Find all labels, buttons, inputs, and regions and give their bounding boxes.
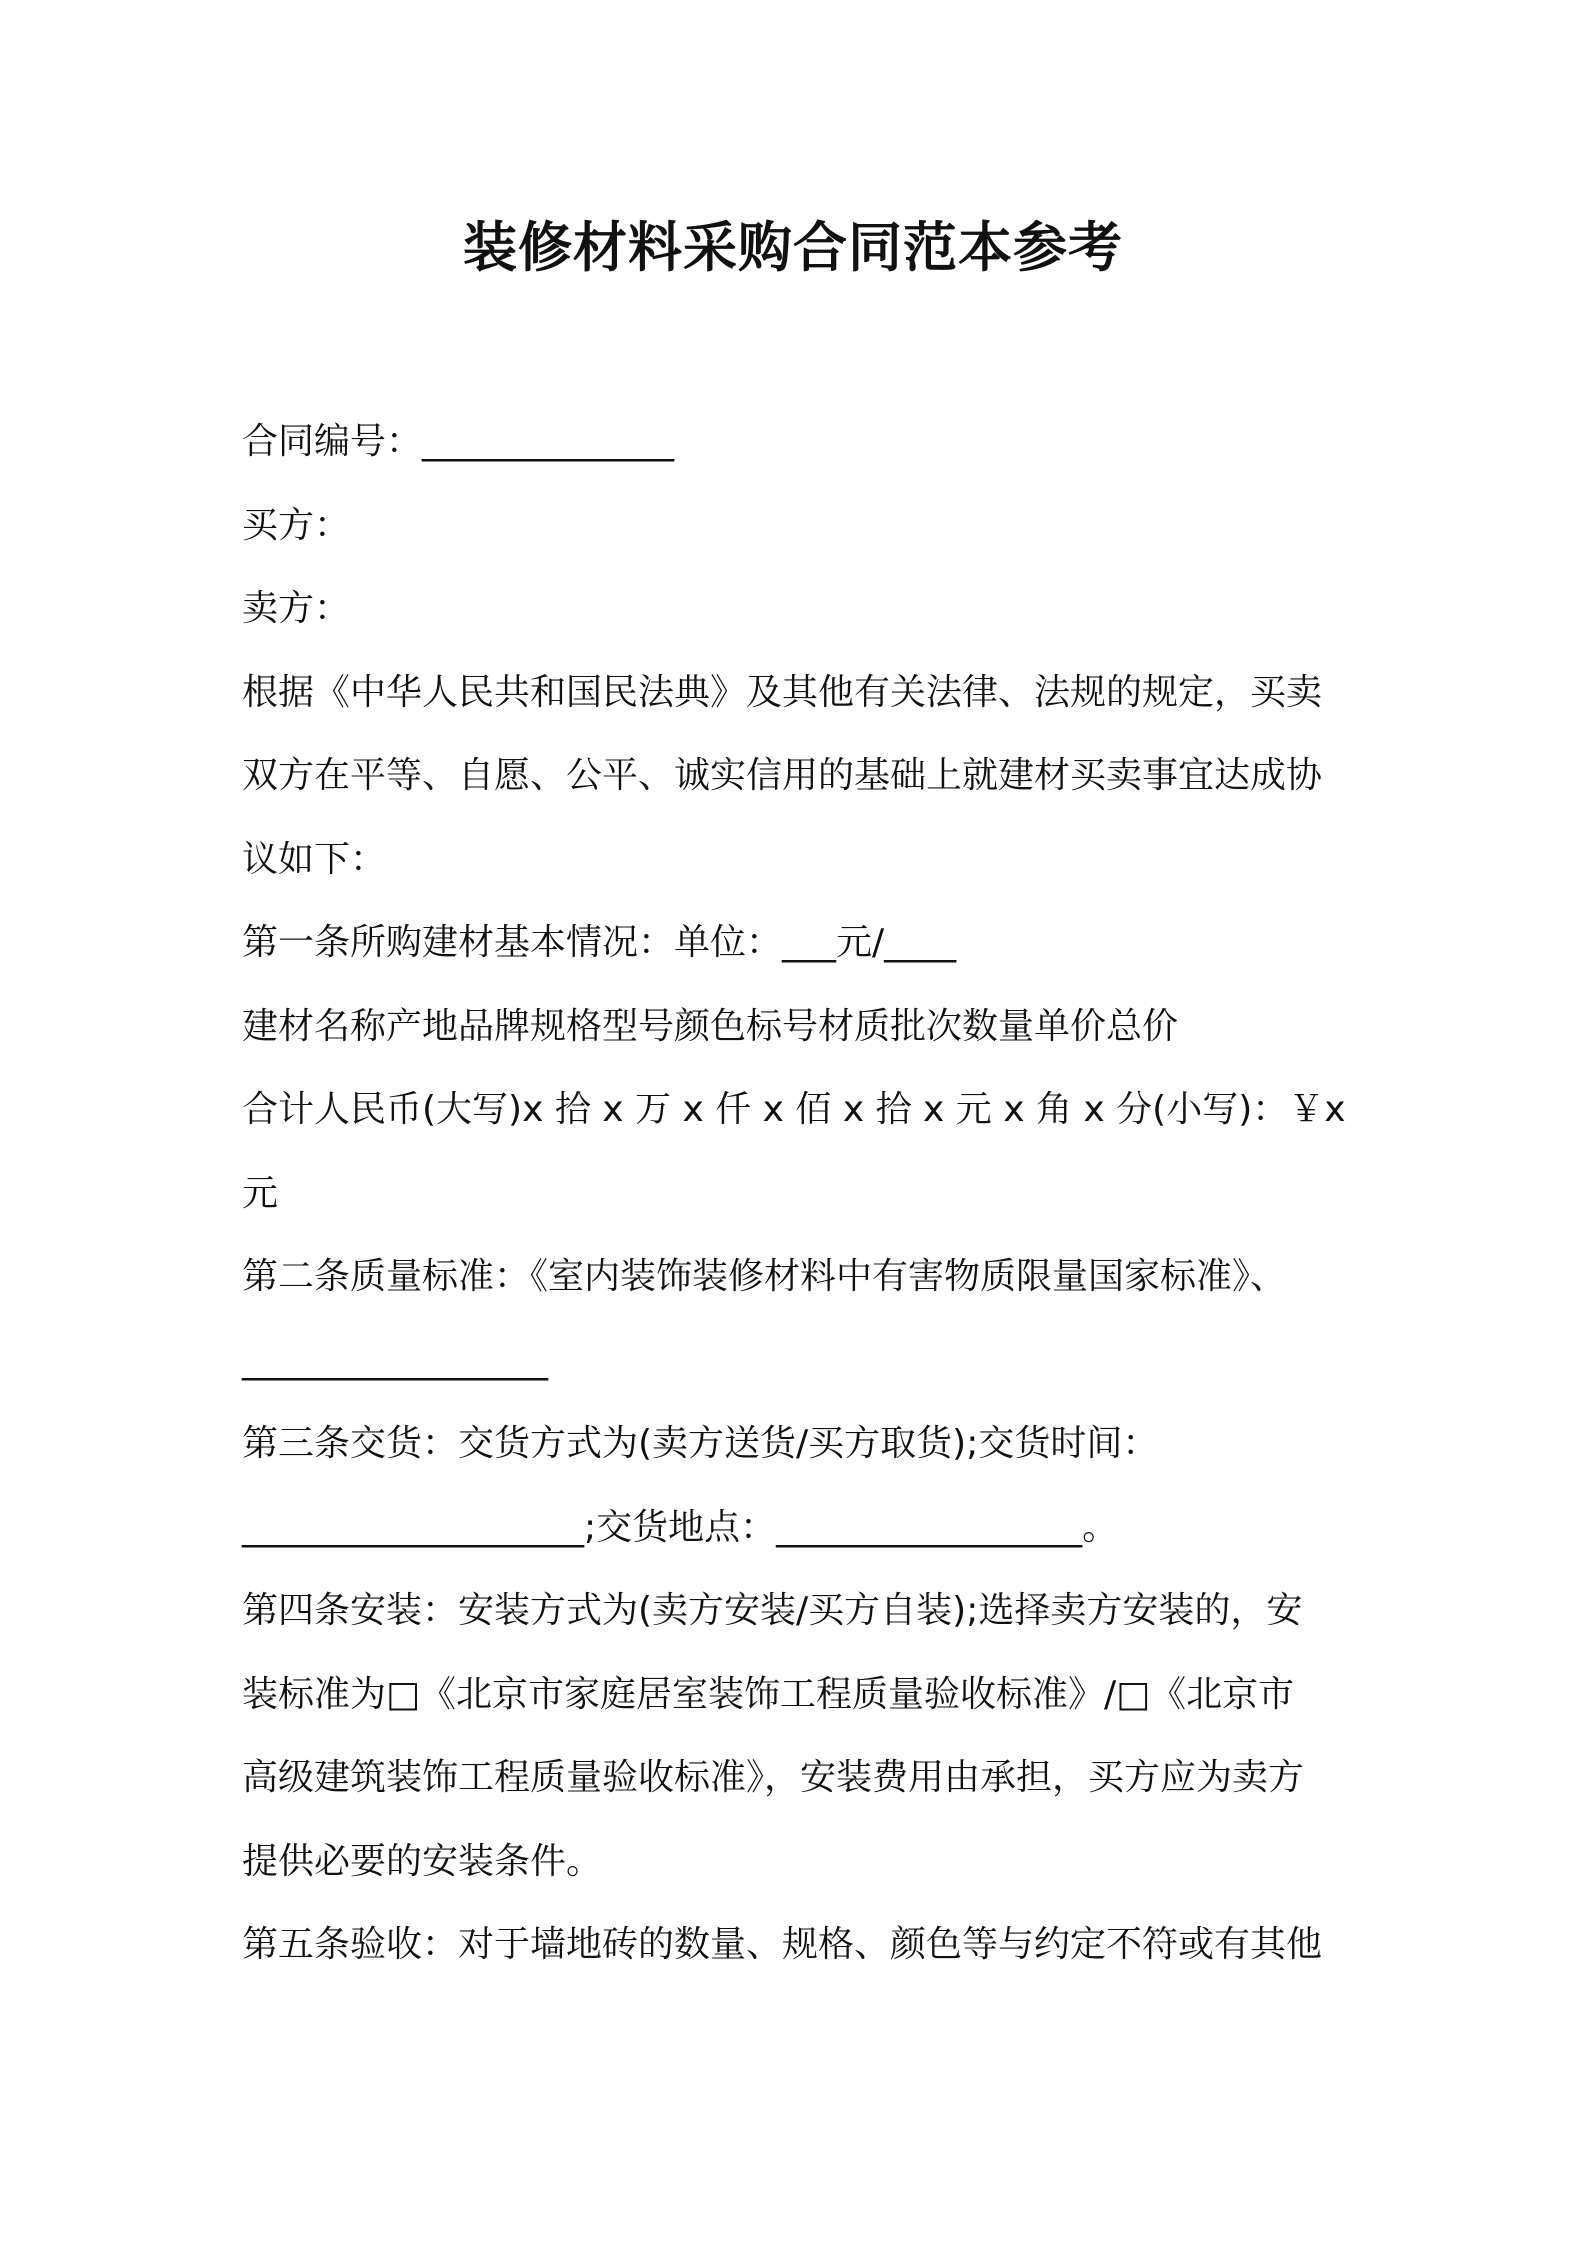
article-1-total-line-2: 元 <box>242 1172 279 1214</box>
article-4-line-2: 装标准为□《北京市家庭居室装饰工程质量验收标准》/□《北京市 <box>242 1673 1295 1715</box>
document-title: 装修材料采购合同范本参考 <box>463 216 1123 279</box>
article-4-line-3: 高级建筑装饰工程质量验收标准》，安装费用由承担，买方应为卖方 <box>242 1757 1305 1798</box>
article-3-line-2: ___________________;交货地点：_________________。 <box>242 1506 1119 1548</box>
article-2-line-2: _________________ <box>242 1339 548 1381</box>
article-1-total-line-1: 合计人民币(大写)x 拾 x 万 x 仟 x 佰 x 拾 x 元 x 角 x 分(小写)：￥x <box>242 1089 1346 1130</box>
article-4-line-1: 第四条安装：安装方式为(卖方安装/买方自装);选择卖方安装的，安 <box>242 1590 1303 1631</box>
contract-number-line: 合同编号：______________ <box>242 421 675 462</box>
article-4-line-4: 提供必要的安装条件。 <box>242 1840 603 1882</box>
preamble-line-1: 根据《中华人民共和国民法典》及其他有关法律、法规的规定，买卖 <box>242 671 1323 713</box>
preamble-line-2: 双方在平等、自愿、公平、诚实信用的基础上就建材买卖事宜达成协 <box>242 755 1323 796</box>
article-3-line-1: 第三条交货：交货方式为(卖方送货/买方取货);交货时间： <box>242 1423 1159 1464</box>
article-5-line-1: 第五条验收：对于墙地砖的数量、规格、颜色等与约定不符或有其他 <box>242 1924 1323 1965</box>
article-1-line-1: 第一条所购建材基本情况：单位：___元/____ <box>242 922 957 963</box>
preamble-line-3: 议如下： <box>242 838 387 880</box>
seller-line: 卖方： <box>242 588 351 629</box>
buyer-line: 买方： <box>242 504 351 546</box>
document-body <box>242 400 1362 1987</box>
article-1-table-header: 建材名称产地品牌规格型号颜色标号材质批次数量单价总价 <box>242 1005 1179 1047</box>
article-2-line-1: 第二条质量标准：《室内装饰装修材料中有害物质限量国家标准》、 <box>242 1256 1287 1297</box>
